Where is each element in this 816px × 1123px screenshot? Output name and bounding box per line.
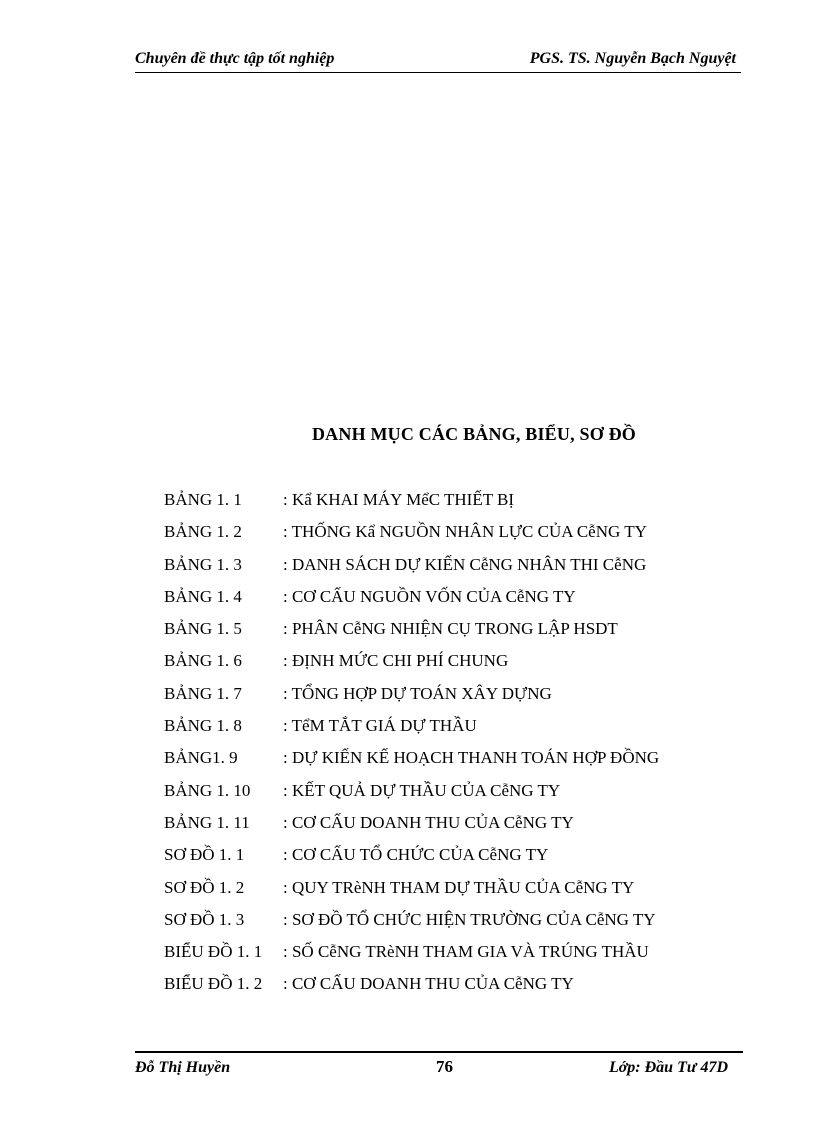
toc-label: BẢNG 1. 11 — [164, 812, 250, 832]
toc-entry — [164, 974, 764, 1006]
toc-entry — [164, 619, 764, 651]
toc-entry — [164, 522, 764, 554]
toc-label: BẢNG 1. 5 — [164, 619, 242, 639]
footer-class: Lớp: Đầu Tư 47D — [608, 1059, 728, 1076]
toc-text: : DANH SÁCH DỰ KIẾN CễNG NHÂN THI CễNG — [283, 554, 647, 574]
toc-label: BẢNG 1. 3 — [164, 554, 242, 574]
header-report-title: Chuyên đề thực tập tốt nghiệp — [135, 50, 335, 67]
toc-text: : TểM TẮT GIÁ DỰ THẦU — [283, 716, 477, 736]
footer-author: Đỗ Thị Huyền — [135, 1059, 231, 1076]
toc-entry — [164, 716, 764, 748]
toc-entry — [164, 942, 764, 974]
toc-entry — [164, 910, 764, 942]
toc-label: BẢNG1. 9 — [164, 748, 238, 768]
toc-text: : KẾT QUẢ DỰ THẦU CỦA CễNG TY — [283, 780, 561, 800]
toc-entry — [164, 748, 764, 780]
toc-entry — [164, 651, 764, 683]
toc-label: BẢNG 1. 8 — [164, 716, 242, 736]
toc-label: BẢNG 1. 6 — [164, 651, 242, 671]
toc-entry — [164, 684, 764, 716]
toc-entry — [164, 878, 764, 910]
toc-text: : ĐỊNH MỨC CHI PHÍ CHUNG — [283, 651, 509, 671]
toc-text: : QUY TRèNH THAM DỰ THẦU CỦA CễNG TY — [283, 877, 635, 897]
toc-label: SƠ ĐỒ 1. 1 — [164, 845, 245, 865]
toc-label: BIỂU ĐỒ 1. 1 — [164, 942, 263, 962]
toc-entry — [164, 490, 764, 522]
page-title: DANH MỤC CÁC BẢNG, BIỂU, SƠ ĐỒ — [311, 424, 636, 444]
toc-text: : CƠ CẤU DOANH THU CỦA CễNG TY — [283, 974, 574, 994]
toc-text: : SỐ CễNG TRèNH THAM GIA VÀ TRÚNG THẦU — [283, 942, 649, 962]
toc-label: BẢNG 1. 4 — [164, 586, 242, 606]
toc-text: : TỔNG HỢP DỰ TOÁN XÂY DỰNG — [283, 683, 552, 703]
toc-label: BẢNG 1. 10 — [164, 780, 251, 800]
toc-text: : CƠ CẤU TỔ CHỨC CỦA CễNG TY — [283, 845, 549, 865]
page-footer — [135, 1051, 743, 1076]
toc-text: : DỰ KIẾN KẾ HOẠCH THANH TOÁN HỢP ĐỒNG — [283, 748, 660, 768]
toc-text: : SƠ ĐỒ TỔ CHỨC HIỆN TRƯỜNG CỦA CễNG TY — [283, 909, 656, 929]
toc-label: SƠ ĐỒ 1. 3 — [164, 909, 245, 929]
toc-text: : CƠ CẤU DOANH THU CỦA CễNG TY — [283, 812, 574, 832]
page-number: 76 — [436, 1057, 453, 1076]
toc-label: BẢNG 1. 7 — [164, 683, 242, 703]
toc-text: : THỐNG Kẩ NGUỒN NHÂN LỰC CỦA CễNG TY — [283, 522, 647, 542]
toc-entry — [164, 587, 764, 619]
toc-text: : PHÂN CễNG NHIỆN CỤ TRONG LẬP HSDT — [283, 619, 618, 639]
toc-label: BẢNG 1. 1 — [164, 490, 242, 509]
header-supervisor: PGS. TS. Nguyễn Bạch Nguyệt — [529, 50, 736, 67]
toc-entry — [164, 813, 764, 845]
page-header — [135, 48, 741, 73]
toc-entry — [164, 555, 764, 587]
toc-label: SƠ ĐỒ 1. 2 — [164, 877, 245, 897]
toc-entry — [164, 845, 764, 877]
table-of-contents — [164, 490, 764, 1007]
toc-text: : CƠ CẤU NGUỒN VỐN CỦA CễNG TY — [283, 586, 576, 606]
toc-text: : Kẩ KHAI MÁY MểC THIẾT BỊ — [283, 490, 515, 509]
toc-entry — [164, 781, 764, 813]
toc-label: BẢNG 1. 2 — [164, 522, 242, 542]
toc-label: BIỂU ĐỒ 1. 2 — [164, 974, 263, 994]
